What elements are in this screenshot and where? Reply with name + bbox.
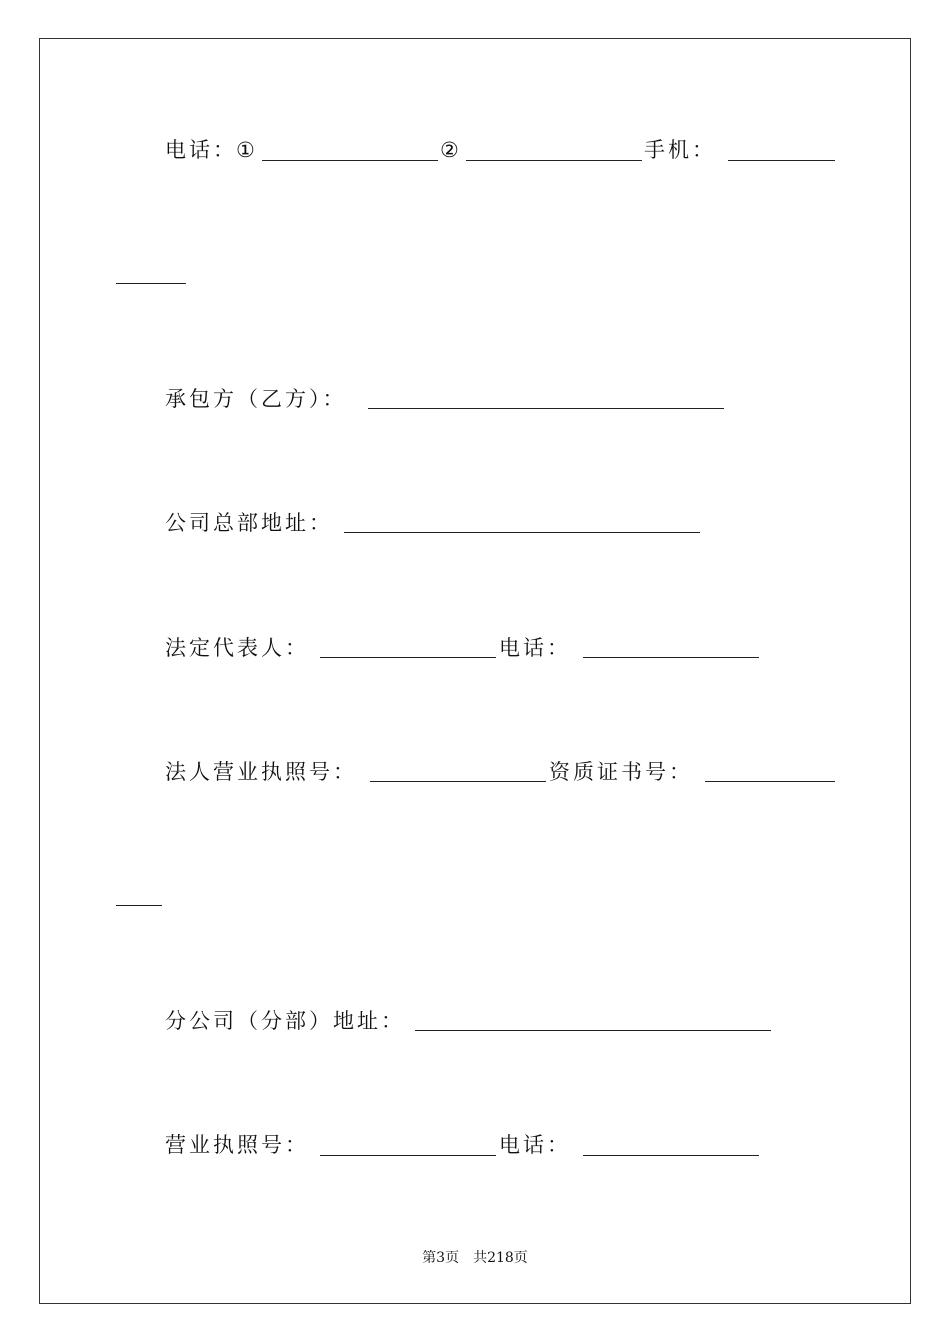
contractor-label: 承包方（乙方）： xyxy=(165,387,347,411)
branch-phone-label: 电话： xyxy=(499,1133,571,1157)
hq-address-blank[interactable] xyxy=(344,532,700,533)
contractor-blank[interactable] xyxy=(368,408,724,409)
page-border xyxy=(39,38,911,1304)
branch-phone-blank[interactable] xyxy=(583,1155,759,1156)
branch-license-label: 营业执照号： xyxy=(165,1133,309,1157)
phone-2-marker: ② xyxy=(440,138,462,162)
mobile-blank[interactable] xyxy=(728,160,835,161)
legal-rep-phone-label: 电话： xyxy=(499,636,571,660)
branch-address-blank[interactable] xyxy=(415,1030,771,1031)
phone-2-blank[interactable] xyxy=(466,160,642,161)
business-license-label: 法人营业执照号： xyxy=(165,760,357,784)
branch-address-label: 分公司（分部）地址： xyxy=(165,1009,405,1033)
phone-1-marker: ① xyxy=(236,138,258,162)
branch-license-blank[interactable] xyxy=(320,1155,496,1156)
legal-rep-blank[interactable] xyxy=(320,657,496,658)
hq-address-label: 公司总部地址： xyxy=(165,511,333,535)
qualification-cert-label: 资质证书号： xyxy=(549,760,693,784)
business-license-blank[interactable] xyxy=(370,781,546,782)
page-number-footer: 第3页 共218页 xyxy=(422,1250,528,1266)
qualification-cert-blank-continued[interactable] xyxy=(116,905,162,906)
legal-rep-label: 法定代表人： xyxy=(165,636,309,660)
legal-rep-phone-blank[interactable] xyxy=(583,657,759,658)
qualification-cert-blank[interactable] xyxy=(705,781,835,782)
phone-label: 电话： xyxy=(165,138,237,162)
mobile-blank-continued[interactable] xyxy=(116,283,186,284)
phone-1-blank[interactable] xyxy=(262,160,438,161)
mobile-label: 手机： xyxy=(644,138,716,162)
